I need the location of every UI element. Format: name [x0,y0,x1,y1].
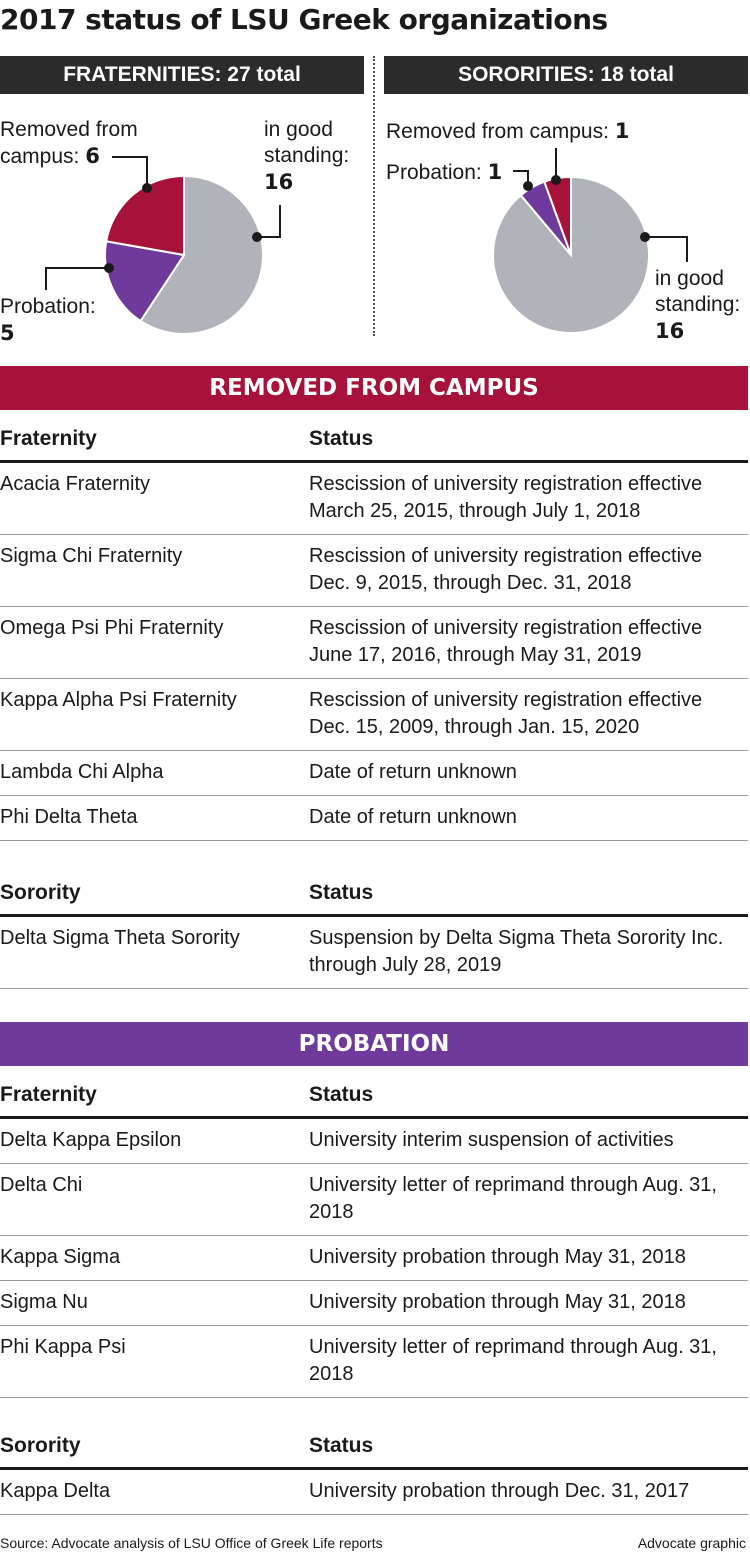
removed-fraternity-table [0,418,748,841]
soro-good-line1: in good [655,267,724,290]
table-row [0,1281,748,1326]
table-row [0,1164,748,1236]
col-header-status: Status [309,427,374,450]
soro-good-label [655,266,740,345]
org-status: University interim suspension of activities [309,1129,674,1151]
table-row [0,1326,748,1398]
table-row [0,463,748,535]
probation-sorority-rows [0,1470,748,1515]
removed-sorority-table [0,872,748,989]
org-status: University probation through May 31, 2018 [309,1291,686,1313]
org-name: Delta Sigma Theta Sorority [0,927,240,949]
org-name: Sigma Nu [0,1291,88,1313]
col-header-status: Status [309,1434,374,1457]
org-status: University letter of reprimand through Aug. 31, 2018 [309,1336,717,1385]
frat-probation-line1: Probation: [0,295,96,318]
col-header-name: Sorority [0,1434,81,1457]
probation-fraternity-rows [0,1119,748,1398]
page-title: 2017 status of LSU Greek organizations [0,3,608,36]
org-status: Date of return unknown [309,761,517,783]
frat-probation-value: 5 [0,321,15,345]
table-row [0,1470,748,1515]
org-name: Delta Chi [0,1174,83,1196]
org-status: Rescission of university registration effective Dec. 9, 2015, through Dec. 31, 2018 [309,545,703,594]
org-status: University probation through May 31, 2018 [309,1246,686,1268]
fraternities-header: FRATERNITIES: 27 total [0,56,364,94]
frat-removed-value: 6 [85,144,100,168]
org-name: Kappa Delta [0,1480,111,1502]
org-status: Date of return unknown [309,806,517,828]
org-status: Rescission of university registration effective March 25, 2015, through July 1, 2018 [309,473,703,522]
table-row [0,535,748,607]
org-name: Delta Kappa Epsilon [0,1129,182,1151]
table-header [0,1074,748,1119]
org-name: Phi Kappa Psi [0,1336,126,1358]
removed-sorority-rows [0,917,748,989]
frat-good-value: 16 [264,170,294,194]
org-status: University probation through Dec. 31, 2017 [309,1480,690,1502]
table-header [0,872,748,917]
org-name: Kappa Alpha Psi Fraternity [0,689,237,711]
soro-probation-value: 1 [487,160,503,184]
frat-probation-label [0,294,96,347]
org-status: Rescission of university registration effective June 17, 2016, through May 31, 2019 [309,617,703,666]
table-header [0,1425,748,1470]
org-name: Lambda Chi Alpha [0,761,164,783]
soro-good-line2: standing: [655,293,741,316]
col-header-name: Fraternity [0,427,97,450]
col-header-status: Status [309,1083,374,1106]
org-name: Phi Delta Theta [0,806,138,828]
soro-removed-text: Removed from campus: [386,120,609,143]
fraternities-pie [105,176,263,334]
soro-removed-label [386,118,629,145]
sororities-header: SORORITIES: 18 total [384,56,748,94]
probation-sorority-table [0,1425,748,1515]
sororities-pie [493,177,649,333]
soro-probation-text: Probation: [386,161,482,184]
col-header-status: Status [309,881,374,904]
col-header-name: Fraternity [0,1083,97,1106]
org-name: Sigma Chi Fraternity [0,545,183,567]
soro-good-value: 16 [655,319,685,343]
frat-good-line2: standing: [264,144,350,167]
soro-removed-value: 1 [614,119,630,143]
table-row [0,1119,748,1164]
pie-charts [0,0,750,360]
source-note: Source: Advocate analysis of LSU Office of Greek Life reports [0,1535,383,1551]
org-name: Omega Psi Phi Fraternity [0,617,224,639]
table-row [0,1236,748,1281]
org-status: University letter of reprimand through Aug. 31, 2018 [309,1174,717,1223]
frat-removed-line2: campus: [0,145,80,168]
table-header [0,418,748,463]
frat-good-label [264,117,349,196]
removed-section-bar: REMOVED FROM CAMPUS [0,366,748,410]
frat-good-line1: in good [264,118,333,141]
frat-removed-label [0,117,138,170]
table-row [0,607,748,679]
table-row [0,917,748,989]
org-status: Suspension by Delta Sigma Theta Sorority Inc. through July 28, 2019 [309,927,724,976]
table-row [0,796,748,841]
removed-fraternity-rows [0,463,748,841]
org-status: Rescission of university registration effective Dec. 15, 2009, through Jan. 15, 2020 [309,689,703,738]
credit-note: Advocate graphic [637,1535,746,1551]
probation-section-bar: PROBATION [0,1022,748,1066]
probation-fraternity-table [0,1074,748,1398]
org-name: Acacia Fraternity [0,473,151,495]
soro-probation-label [386,159,502,186]
table-row [0,679,748,751]
frat-removed-line1: Removed from [0,118,138,141]
org-name: Kappa Sigma [0,1246,121,1268]
table-row [0,751,748,796]
col-header-name: Sorority [0,881,81,904]
